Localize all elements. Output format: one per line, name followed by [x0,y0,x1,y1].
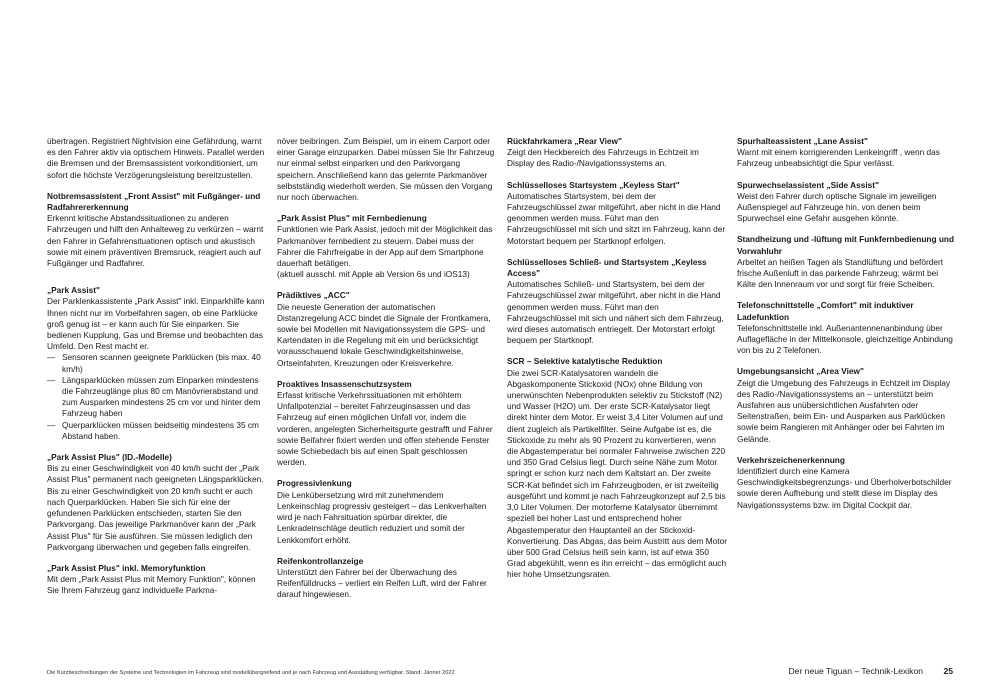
section-heading: Reifenkontrollanzeige [277,555,364,566]
paragraph: Automatisches Startsystem, bei dem der Fahrzeugschlüssel zwar mitgeführt, aber nicht in die Hand genommen werden muss. Führt man den Fahrzeugschlüssel mit sich und sitzt im Fahrzeug, kann der Motorstart bequem per Startknopf erfolgen. [507,190,726,246]
paragraph: Bis zu einer Geschwindigkeit von 40 km/h sucht der „Park Assist Plus" permanent nach geeigneten Längsparklücken. Bis zu einer Geschwindigkeit von 20 km/h sucht er auch nach Querparklücken. Haben Sie sich für eine der gefundenen Parklücken entschieden, starten Sie den Parkvorgang. Das jeweilige Parkmanöver kann der „Park Assist Plus" für Sie ausführen. Sie müssen lediglich den Parkvorgang überwachen und gegeben falls eingreifen. [47,463,264,552]
section-front-assist [47,191,267,269]
paragraph: Zeigt die Umgebung des Fahrzeugs in Echtzeit im Display des Radio-/Navigationssystems an – unterstützt beim Ausfahren aus unübersichtlichen Ausfahrten oder Seitenstraßen, beim Ein- und Ausparken aus Parklücken sowie beim Rangieren mit Anhänger oder bei Fahrten im Gelände. [737,377,951,444]
paragraph: Automatisches Schließ- und Startsystem, bei dem der Fahrzeugschlüssel zwar mitgeführt, aber nicht in die Hand genommen werden muss. Führt man den Fahrzeugschlüssel mit sich und nähert sich dem Fahrzeug, wird dieses automatisch entriegelt. Der Motorstart erfolgt bequem per Startknopf. [507,279,724,346]
section-heading: Spurwechselassistent „Side Assist" [737,179,879,190]
section-park-assist-remote [277,213,497,280]
intro-paragraph [47,136,267,181]
section-rear-view [507,136,727,170]
paragraph: Weist den Fahrer durch optische Signale im jeweiligen Außenspiegel auf Fahrzeuge hin, von denen beim Spurwechsel eine Gefahr ausgehen könnte. [737,190,937,224]
section-park-assist-memory [47,563,267,597]
paragraph: Identifiziert durch eine Kamera Geschwindigkeitsbegrenzungs- und Überholverbotschilder sowie deren Aufhebung und stellt diese im Display des Navigationssystems bzw. im Digital Cockpit dar. [737,466,952,510]
section-lane-assist [737,136,957,170]
column-1 [47,136,267,607]
section-occupant-protection [277,379,497,469]
column-3 [507,136,727,591]
section-heading: Schlüsselloses Startsystem „Keyless Start" [507,179,680,190]
section-heading: Verkehrszeichenerkennung [737,454,845,465]
section-heading: „Park Assist Plus" inkl. Memoryfunktion [47,562,206,573]
section-scr [507,356,727,580]
footer-title: Der neue Tiguan – Technik-Lexikon [788,666,923,676]
section-heading: „Park Assist Plus" (ID.-Modelle) [47,452,172,463]
paragraph: Der Parklenkassistente „Park Assist" inkl. Einparkhilfe kann Ihnen nicht nur im Vorbeifahren sagen, ob eine Parklücke groß genug ist – er kann auch für Sie einparken. Sie bedienen Kupplung, Gas und Bremse und beobachten das Umfeld. Den Rest macht er. [47,296,265,352]
paragraph: Erkennt kritische Abstandssituationen zu anderen Fahrzeugen und hilft den Anhalteweg zu verkürzen – warnt den Fahrer in Gefahrensituationen optisch und akustisch sowie mit einem präventiven Bremsruck, reagiert auch auf Fußgänger und Radfahrer. [47,213,264,269]
paragraph: növer beibringen. Zum Beispiel, um in einem Carport oder einer Garage einzuparken. Dabei müssen Sie Ihr Fahrzeug nur einmal selbst einparken und den Parkvorgang speichern. Anschließend kann das gelernte Parkmanöver selbstständig wiederholt werden. Sie müssen den Vorgang nur noch überwachen. [277,136,495,203]
bullet-item: — Sensoren scannen geeignete Parklücken (bis max. 40 km/h) [47,352,267,374]
section-keyless-start [507,180,727,247]
section-park-assist [47,285,267,442]
section-keyless-access [507,257,727,347]
section-heading: „Park Assist" [47,285,100,296]
section-acc [277,290,497,368]
section-heading: Proaktives Insassenschutzsystem [277,378,412,389]
paragraph: Warnt mit einem korrigierenden Lenkeingriff , wenn das Fahrzeug unbeabsichtigt die Spur verlässt. [737,147,940,169]
section-heading: „Park Assist Plus" mit Fernbedienung [277,213,427,224]
paragraph: Unterstützt den Fahrer bei der Überwachung des Reifenfülldrucks – verliert ein Reifen Luft, wird der Fahrer darauf hingewiesen. [277,566,487,600]
section-heading: Prädiktives „ACC" [277,290,350,301]
section-heading: SCR – Selektive katalytische Reduktion [507,356,663,367]
column-2 [277,136,497,611]
paragraph: Die neueste Generation der automatischen Distanzregelung ACC bindet die Signale der Frontkamera, sowie bei Modellen mit Navigationssystem die GPS- und Kartendaten in die Regelung mit ein und berücksichtigt vorausschauend lokale Geschwindigkeitshinweise, Ortseinfahrten, Kreuzungen oder Kreisverkehre. [277,301,491,368]
section-progressive-steering [277,478,497,545]
paragraph: übertragen. Registriert Nightvision eine Gefährdung, warnt es den Fahrer aktiv via optischem Hinweis. Parallel werden die Bremsen und der Bremsassistent vorkonditioniert, um sofort die höchste Verzögerungsleistung bereitzustellen. [47,136,265,180]
paragraph-note: (aktuell ausschl. mit Apple ab Version 6s und iOS13) [277,269,470,280]
paragraph: Telefonschnittstelle inkl. Außenantennenanbindung über Auflagefläche in der Mittelkonsole, gleichzeitige Anbindung von bis zu 2 Telefonen. [737,322,953,356]
footer-note: Die Kurzbeschreibungen der Systeme und Technologien im Fahrzeug sind modellübergreifend und je nach Fahrzeug und Ausstattung verfügbar. Stand: Jänner 2022 [47,670,455,676]
section-tire-pressure [277,556,497,601]
section-heading: Notbremsassistent „Front Assist" mit Fußgänger- und Radfahrererkennung [47,190,261,213]
paragraph: Die Lenkübersetzung wird mit zunehmendem Lenkeinschlag progressiv gesteigert – das Lenkverhalten wird je nach Fahrsituation spürbar direkter, die Lenkradeinschläge deutlich reduziert und somit der Lenkkomfort erhöht. [277,489,487,545]
section-side-assist [737,180,957,225]
column-4 [737,136,957,521]
section-heading: Standheizung und -lüftung mit Funkfernbedienung und Vorwahluhr [737,234,955,256]
section-heading: Progressivlenkung [277,478,352,489]
section-heading: Spurhalteassistent „Lane Assist" [737,136,868,146]
paragraph: Funktionen wie Park Assist, jedoch mit der Möglichkeit das Parkmanöver fernbedient zu steuern. Dabei muss der Fahrer die Fahrfreigabe in der App auf dem Smartphone dauerhaft betätigen. [277,224,493,269]
paragraph: Erfasst kritische Verkehrssituationen mit erhöhtem Unfallpotenzial – bereitet Fahrzeuginsassen und das Fahrzeug auf einen möglichen Unfall vor, indem die vorderen, angelegten Sicherheitsgurte gestrafft und Fahrer sowie Beifahrer fixiert werden und offen stehende Fenster sowie Schiebedach bis auf einen Spalt geschlossen werden. [277,390,493,468]
page-number: 25 [943,666,953,676]
section-parking-heater [737,234,957,290]
section-traffic-sign-recognition [737,455,957,511]
section-area-view [737,366,957,444]
section-heading: Rückfahrkamera „Rear View" [507,136,622,146]
section-phone-interface [737,300,957,356]
paragraph: Mit dem „Park Assist Plus mit Memory Funktion", können Sie Ihrem Fahrzeug ganz individuelle Parkma- [47,574,256,596]
bullet-item: — Querparklücken müssen beidseitig mindestens 35 cm Abstand haben. [47,420,267,442]
section-heading: Schlüsselloses Schließ- und Startsystem „Keyless Access" [507,256,707,279]
paragraph: Die zwei SCR-Katalysatoren wandeln die Abgaskomponente Stickoxid (NOx) ohne Bildung von unerwünschten Nebenprodukten selektiv zu Stickstoff (N2) und Wasser (H2O) um. Der erste SCR-Katalysator liegt direkt hinter dem Motor. Er weist 3,4 Liter Volumen auf und dient zugleich als Partikelfilter. Seine Aufgabe ist es, die Stickoxide zu mehr als 90 Prozent zu konvertieren, wenn die Abgastemperatur bei normaler Fahrweise zwischen 220 und 350 Grad Celsius liegt. Durch seine Nähe zum Motor springt er schon kurz nach dem Kaltstart an. Der zweite SCR-Kat befindet sich im Fahrzeugboden, er ist zweiteilig ausgeführt und kommt je nach Fahrzeugkonzept auf 2,5 bis 3,0 Liter Volumen. Der motorferne Katalysator übernimmt speziell bei hoher Last und entsprechend hoher Abgastemperatur den Hauptanteil an der Stickoxid-Konvertierung. Das Abgas, das beim Austritt aus dem Motor über 500 Grad Celsius heiß sein kann, ist auf etwa 350 Grad abgekühlt, wenn es ihn erreicht – das ermöglicht auch hier hohe Umsetzungsraten. [507,367,727,580]
section-park-assist-plus-id [47,452,267,553]
intro-paragraph [277,136,497,203]
paragraph: Arbeitet an heißen Tagen als Standlüftung und befördert frische Außenluft in das parkende Fahrzeug; wärmt bei Kälte den Innenraum vor und sorgt für freie Scheiben. [737,256,944,290]
paragraph: Zeigt den Heckbereich des Fahrzeugs in Echtzeit im Display des Radio-/Navigationssystems an. [507,147,699,169]
section-heading: Telefonschnittstelle „Comfort" mit induktiver Ladefunktion [737,300,914,322]
section-heading: Umgebungsansicht „Area View" [737,366,864,377]
bullet-item: — Längsparklücken müssen zum Einparken mindestens die Fahrzeuglänge plus 80 cm Manövrierabstand und zum Ausparken mindestens 25 cm vor und hinter dem Fahrzeug haben [47,375,267,420]
